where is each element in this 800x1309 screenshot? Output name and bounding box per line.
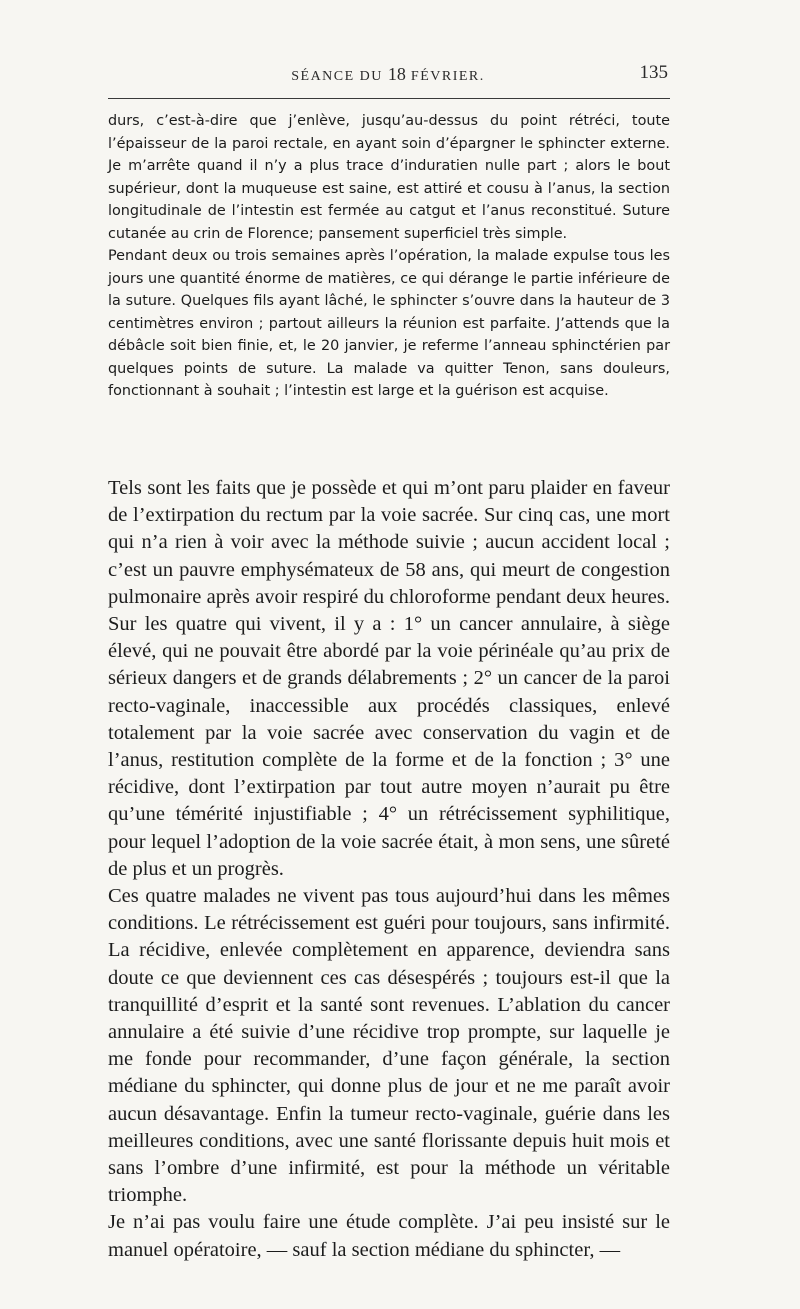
page-number: 135	[639, 62, 668, 83]
small-paragraph-1: durs, c’est-à-dire que j’enlève, jusqu’au-dessus du point rétréci, toute l’épaisseur de la paroi rectale, en ayant soin d’épargner le sphincter externe. Je m’arrête quand il n’y a plus trace d’induratien nulle part ; alors le bout supérieur, dont la muqueuse est saine, est attiré et cousu à l’anus, la section longitudinale de l’intestin est fermée au catgut et l’anus reconstitué. Suture cutanée au crin de Florence; pansement superficiel très simple.	[108, 113, 670, 242]
page-header	[108, 64, 668, 88]
small-paragraph-2: Pendant deux ou trois semaines après l’opération, la malade expulse tous les jours une quantité énorme de matières, ce qui dérange le partie inférieure de la suture. Quelques fils ayant lâché, le sphincter s’ouvre dans la hauteur de 3 centimètres environ ; partout ailleurs la réunion est parfaite. J’attends que la débâcle soit bien finie, et, le 20 janvier, je referme l’anneau sphinctérien par quelques points de suture. La malade va quitter Tenon, sans douleurs, fonctionnant à souhait ; l’intestin est large et la guérison est acquise.	[108, 248, 670, 399]
header-rule	[108, 98, 670, 99]
small-print-section	[108, 110, 670, 403]
running-head-day: 18	[387, 64, 406, 84]
main-text-section	[108, 475, 670, 1264]
paragraph-2: Ces quatre malades ne vivent pas tous aujourd’hui dans les mêmes conditions. Le rétrécissement est guéri pour toujours, sans infirmité. La récidive, enlevée complètement en apparence, deviendra sans doute ce que deviennent ces cas désespérés ; toujours est-il que la tranquillité d’esprit et la santé sont revenues. L’ablation du cancer annulaire a été suivie d’une récidive trop prompte, sur laquelle je me fonde pour recommander, d’une façon générale, la section médiane du sphincter, qui donne plus de jour et ne me paraît avoir aucun désavantage. Enfin la tumeur recto-vaginale, guérie dans les meilleures conditions, avec une santé florissante depuis huit mois et sans l’ombre d’une infirmité, est pour la méthode un véritable triomphe.	[108, 885, 670, 1207]
paragraph-3: Je n’ai pas voulu faire une étude complète. J’ai peu insisté sur le manuel opératoire, — sauf la section médiane du sphincter, —	[108, 1211, 670, 1261]
running-head-right: FÉVRIER.	[405, 69, 485, 84]
paragraph-1: Tels sont les faits que je possède et qui m’ont paru plaider en faveur de l’extirpation du rectum par la voie sacrée. Sur cinq cas, une mort qui n’a rien à voir avec la méthode suivie ; aucun accident local ; c’est un pauvre emphysémateux de 58 ans, qui meurt de congestion pulmonaire après avoir respiré du chloroforme pendant deux heures. Sur les quatre qui vivent, il y a : 1° un cancer annulaire, à siège élevé, qui ne pouvait être abordé par la voie périnéale qu’au prix de sérieux dangers et de grands délabrements ; 2° un cancer de la paroi recto-vaginale, inaccessible aux procédés classiques, enlevé totalement par la voie sacrée avec conservation du vagin et de l’anus, restitution complète de la forme et de la fonction ; 3° une récidive, dont l’extirpation par tout autre moyen n’aurait pu être qu’une témérité injustifiable ; 4° un rétrécissement syphilitique, pour lequel l’adoption de la voie sacrée était, à mon sens, une sûreté de plus et un progrès.	[108, 477, 670, 880]
running-head	[108, 64, 668, 85]
running-head-left: SÉANCE DU	[291, 69, 388, 84]
